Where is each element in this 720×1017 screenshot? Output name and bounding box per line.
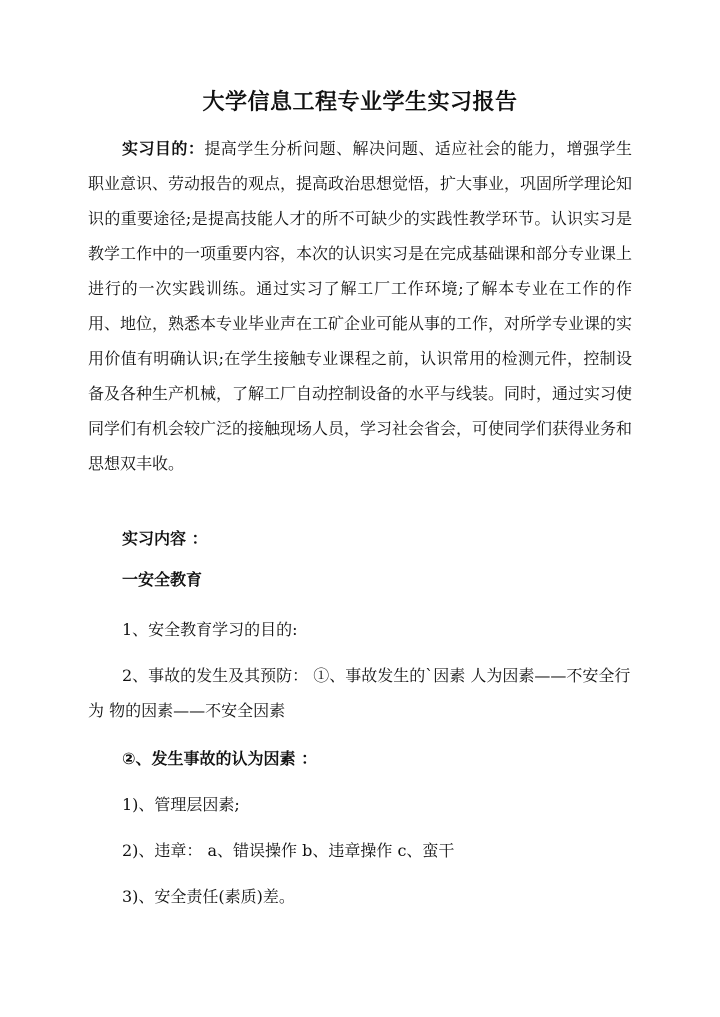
purpose-paragraph: [88, 131, 632, 481]
document-title: 大学信息工程专业学生实习报告: [202, 90, 518, 115]
sub-item-1: 1)、管理层因素;: [122, 795, 240, 814]
list-item-1: 1、安全教育学习的目的:: [122, 620, 298, 639]
purpose-label: 实习目的：: [122, 139, 205, 158]
sub-item-3: 3)、安全责任(素质)差。: [122, 887, 295, 906]
sub-heading-causes: ②、发生事故的认为因素 ：: [122, 749, 318, 768]
section-heading-safety: 一安全教育: [122, 570, 203, 589]
list-item-2: 2、事故的发生及其预防： ①、事故发生的`因素 人为因素——不安全行为 物的因素——不安全因素: [88, 666, 631, 720]
purpose-text: 提高学生分析问题、解决问题、适应社会的能力，增强学生职业意识、劳动报告的观点，提高政治思想觉悟，扩大事业，巩固所学理论知识的重要途径;是提高技能人才的所不可缺少的实践性教学环节。认识实习是教学工作中的一项重要内容，本次的认识实习是在完成基础课和部分专业课上进行的一次实践训练。通过实习了解工厂工作环境;了解本专业在工作的作用、地位，熟悉本专业毕业声在工矿企业可能从事的工作，对所学专业课的实用价值有明确认识;在学生接触专业课程之前，认识常用的检测元件，控制设备及各种生产机械，了解工厂自动控制设备的水平与线装。同时，通过实习使同学们有机会较广泛的接触现场人员，学习社会省会，可使同学们获得业务和思想双丰收。: [88, 139, 633, 473]
sub-item-2: 2)、违章： a、错误操作 b、违章操作 c、蛮干: [122, 841, 455, 860]
content-heading: 实习内容 ：: [122, 529, 208, 548]
